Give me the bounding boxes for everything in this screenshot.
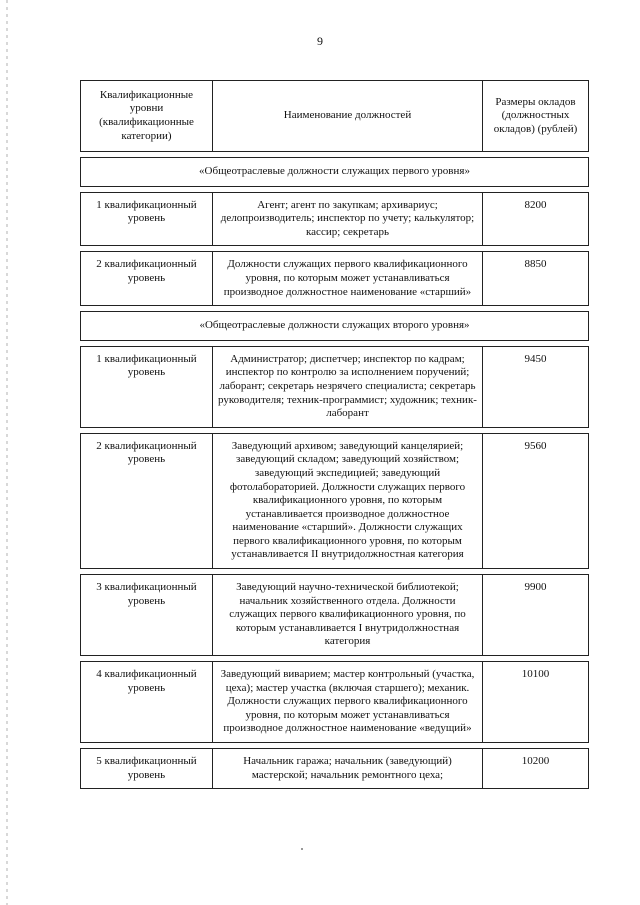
level-cell: 3 квалификационный уровень — [81, 575, 213, 656]
table-row — [81, 252, 589, 306]
positions-cell: Заведующий виварием; мастер контрольный (участка, цеха); мастер участка (включая старшего); механик. Должности служащих первого квалификационного уровня, по которым может устанавливаться производное должностное наименование «ведущий» — [213, 662, 483, 743]
table-header-row — [81, 81, 589, 152]
salary-cell: 10200 — [483, 749, 589, 789]
salary-cell: 10100 — [483, 662, 589, 743]
group-row — [81, 312, 589, 341]
table-row — [81, 575, 589, 656]
table-row — [81, 192, 589, 246]
group-title: «Общеотраслевые должности служащих первого уровня» — [81, 158, 589, 187]
salary-cell: 9900 — [483, 575, 589, 656]
scan-edge — [6, 0, 8, 905]
header-levels: Квалификационные уровни (квалификационные категории) — [81, 81, 213, 152]
salary-cell: 9560 — [483, 433, 589, 568]
table-row — [81, 749, 589, 789]
table-row — [81, 662, 589, 743]
level-cell: 2 квалификационный уровень — [81, 433, 213, 568]
salary-cell: 9450 — [483, 346, 589, 427]
level-cell: 4 квалификационный уровень — [81, 662, 213, 743]
scan-speck — [301, 848, 303, 850]
level-cell: 5 квалификационный уровень — [81, 749, 213, 789]
positions-cell: Должности служащих первого квалификационного уровня, по которым может устанавливаться производное должностное наименование «старший» — [213, 252, 483, 306]
salary-table — [80, 80, 589, 789]
header-positions: Наименование должностей — [213, 81, 483, 152]
positions-cell: Начальник гаража; начальник (заведующий) мастерской; начальник ремонтного цеха; — [213, 749, 483, 789]
table-row — [81, 346, 589, 427]
group-row — [81, 158, 589, 187]
salary-cell: 8850 — [483, 252, 589, 306]
level-cell: 2 квалификационный уровень — [81, 252, 213, 306]
header-salary: Размеры окладов (должностных окладов) (рублей) — [483, 81, 589, 152]
level-cell: 1 квалификационный уровень — [81, 192, 213, 246]
table-row — [81, 433, 589, 568]
page-number: 9 — [317, 34, 323, 48]
positions-cell: Заведующий научно-технической библиотекой; начальник хозяйственного отдела. Должности служащих первого квалификационного уровня, по которым устанавливается I внутридолжностная категория — [213, 575, 483, 656]
level-cell: 1 квалификационный уровень — [81, 346, 213, 427]
group-title: «Общеотраслевые должности служащих второго уровня» — [81, 312, 589, 341]
positions-cell: Администратор; диспетчер; инспектор по кадрам; инспектор по контролю за исполнением поручений; лаборант; секретарь незрячего специалиста; секретарь руководителя; техник-программист; художник; техник-лаборант — [213, 346, 483, 427]
positions-cell: Агент; агент по закупкам; архивариус; делопроизводитель; инспектор по учету; калькулятор; кассир; секретарь — [213, 192, 483, 246]
salary-cell: 8200 — [483, 192, 589, 246]
positions-cell: Заведующий архивом; заведующий канцелярией; заведующий складом; заведующий хозяйством; заведующий экспедицией; заведующий фотолабораторией. Должности служащих первого квалификационного уровня, по которым устанавливается производное должностное наименование «старший». Должности служащих первого квалификационного уровня, по которым устанавливается II внутридолжностная категория — [213, 433, 483, 568]
